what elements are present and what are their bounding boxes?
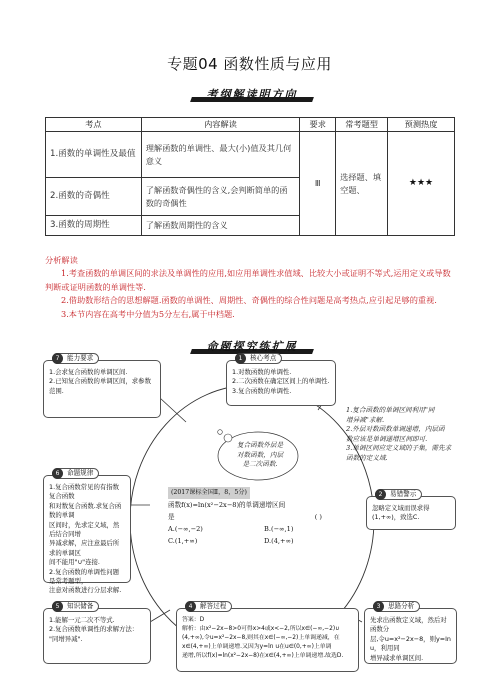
note-line: 3.单调区间应定义域的子集，需先求 <box>346 444 452 453</box>
content-cell: 了解函数奇偶性的含义,会判断简单的函数的奇偶性 <box>141 178 300 216</box>
table-row <box>46 132 455 178</box>
box-line: "同增异减". <box>49 634 83 643</box>
core-box <box>226 354 336 406</box>
note-line: 增异减"求解. <box>346 415 385 424</box>
box-line: 2.二次函数在确定区间上的单调性. <box>232 377 330 386</box>
box-line: x∈(4,+∞)上单调递增.又因为y=ln u在u∈(0,+∞)上单调 <box>182 644 332 650</box>
tab-title: 思路分析 <box>388 602 415 610</box>
table-header-row <box>46 118 455 132</box>
box-line: 和对数复合函数.求复合函数的单调 <box>49 501 122 520</box>
box-line: 2.已知复合函数的单调区间，求参数 <box>49 377 151 386</box>
question-stem: 是 <box>168 513 175 521</box>
col-header: 常考题型 <box>336 118 388 132</box>
box-line: 增异减求单调区间. <box>370 653 424 662</box>
question-block <box>168 486 344 547</box>
col-header: 考点 <box>46 118 142 132</box>
content-cell: 理解函数的单调性、最大(小)值及其几何意义 <box>141 132 300 178</box>
box-line: 范围. <box>49 386 64 395</box>
box-tab <box>373 601 420 612</box>
point-cell: 1.函数的单调性及最值 <box>46 132 142 178</box>
box-tab <box>52 353 99 364</box>
col-header: 预测热度 <box>388 118 455 132</box>
rule-box <box>43 469 131 595</box>
box-line: 2.复合函数的单调性问题是常考题型， <box>49 567 120 586</box>
box-line: 层,令u=x²−2x−8，则y=ln u，利用同 <box>370 634 451 653</box>
tab-title: 易错警示 <box>390 490 417 498</box>
note-line: 函数的定义域. <box>346 453 388 462</box>
box-line: 2.复合函数单调性的求解方法： <box>49 625 139 634</box>
box-line: 1.复合函数常见的有指数复合函数 <box>49 483 120 501</box>
tab-title: 解答过程 <box>200 602 227 610</box>
analysis-section <box>45 254 457 321</box>
content-cell: 了解函数周期性的含义 <box>141 216 300 236</box>
box-line: 解析：由x²−2x−8>0可得x>4或x<−2,所以x∈(−∞,−2)∪ <box>182 626 340 632</box>
connector <box>150 610 170 622</box>
box-line: 答案：D <box>182 617 205 623</box>
tab-number: 6 <box>52 468 63 479</box>
box-line: 递增,所以f(x)=ln(x²−2x−8)在x∈(4,+∞)上单调递增.故选D. <box>182 653 344 659</box>
note-line: 2.外层对数函数单调递增，内层函 <box>346 425 445 434</box>
tab-number: 7 <box>52 353 63 364</box>
box-tab <box>375 489 422 500</box>
box-line: 1.能解一元二次不等式. <box>49 616 115 624</box>
note-line: 数应该是单调递增区间即可. <box>346 434 428 443</box>
answer-blank: ( ) <box>314 513 322 521</box>
box-line: 注意对函数进行分层求解. <box>49 586 122 595</box>
tab-number: 1 <box>235 353 246 364</box>
tab-number: 3 <box>373 601 384 612</box>
tab-number: 5 <box>52 601 63 612</box>
note-line: 1.复合函数的单调区间利用"同 <box>346 406 435 414</box>
section-heading: 考纲解读明方向 <box>206 88 298 101</box>
mind-map <box>40 340 460 680</box>
analysis-item: 3.本节内容在高考中分值为5分左右,属于中档题. <box>61 308 235 319</box>
question-type-cell: 选择题、填空题、 <box>336 132 388 236</box>
tab-title: 知识储备 <box>67 602 94 610</box>
box-line: 1.会求复合函数的单调区间. <box>49 368 128 376</box>
knowledge-box <box>43 602 151 664</box>
box-line: 区间时，先求定义域，然后结合同增 <box>49 520 120 539</box>
ability-box <box>43 354 161 418</box>
solution-box <box>176 602 359 672</box>
tab-number: 4 <box>185 601 196 612</box>
analysis-item: 2.借助数形结合的思想解题.函数的单调性、周期性、奇偶性的综合性问题是高考热点,应引起足够的重视. <box>61 295 437 306</box>
analysis-item: 1.考查函数的单调区间的求法及单调性的应用,如应用单调性求值域、比较大小或证明不等式,运用定义或导数判断或证明函数的单调性等. <box>45 268 451 292</box>
tab-title: 能力要求 <box>67 354 94 362</box>
tab-number: 2 <box>375 489 386 500</box>
note-line: 复合函数外层是 <box>236 441 284 449</box>
tab-title: 命题规律 <box>67 469 94 477</box>
error-box <box>366 490 456 530</box>
section-heading: 命题探究练扩展 <box>206 340 298 353</box>
tab-title: 核心考点 <box>250 354 277 362</box>
syllabus-table <box>45 117 455 236</box>
point-cell: 3.函数的周期性 <box>46 216 142 236</box>
requirement-cell: Ⅲ <box>300 132 336 236</box>
option-c: C.(1,+∞) <box>168 537 198 545</box>
option-a: A.(−∞,−2) <box>168 525 203 533</box>
option-d: D.(4,+∞) <box>264 537 294 545</box>
page-title: 专题04 函数性质与应用 <box>167 55 332 73</box>
box-line: 3.复合函数的单调性. <box>232 386 292 395</box>
question-source: (2017课标全国Ⅱ，8，5分) <box>168 487 250 499</box>
box-line: 1.对数函数的单调性. <box>232 368 292 376</box>
box-line: 先求出函数定义域，然后对函数分 <box>370 616 447 634</box>
option-b: B.(−∞,1) <box>264 525 294 533</box>
box-line: 异减求解，应注意最后所求的单调区 <box>49 539 120 557</box>
box-tab <box>52 601 99 612</box>
method-note <box>346 406 458 464</box>
box-tab <box>235 353 282 364</box>
box-tab <box>52 468 99 479</box>
box-line: 忽略定义域而误求得(1,+∞)，致选C. <box>372 504 430 522</box>
thinking-box <box>364 602 457 664</box>
box-tab <box>185 601 232 612</box>
bubble-dot <box>218 430 223 435</box>
heat-cell: ★★★ <box>388 132 455 236</box>
point-cell: 2.函数的奇偶性 <box>46 178 142 216</box>
box-line: 间不能用"∪"连接. <box>49 558 100 567</box>
note-line: 是二次函数. <box>242 460 278 469</box>
col-header: 要求 <box>300 118 336 132</box>
bubble-note <box>228 441 292 470</box>
section-ribbon-syllabus <box>189 86 315 104</box>
connector <box>160 398 186 422</box>
analysis-heading: 分析解读 <box>45 255 78 265</box>
col-header: 内容解读 <box>141 118 300 132</box>
note-line: 对数函数，内层 <box>236 450 284 459</box>
box-line: (4,+∞),令u=x²−2x−8,则其在x∈(−∞,−2)上单调递减，在 <box>182 635 340 641</box>
question-stem: 函数f(x)=ln(x²−2x−8)的单调递增区间 <box>168 501 286 509</box>
